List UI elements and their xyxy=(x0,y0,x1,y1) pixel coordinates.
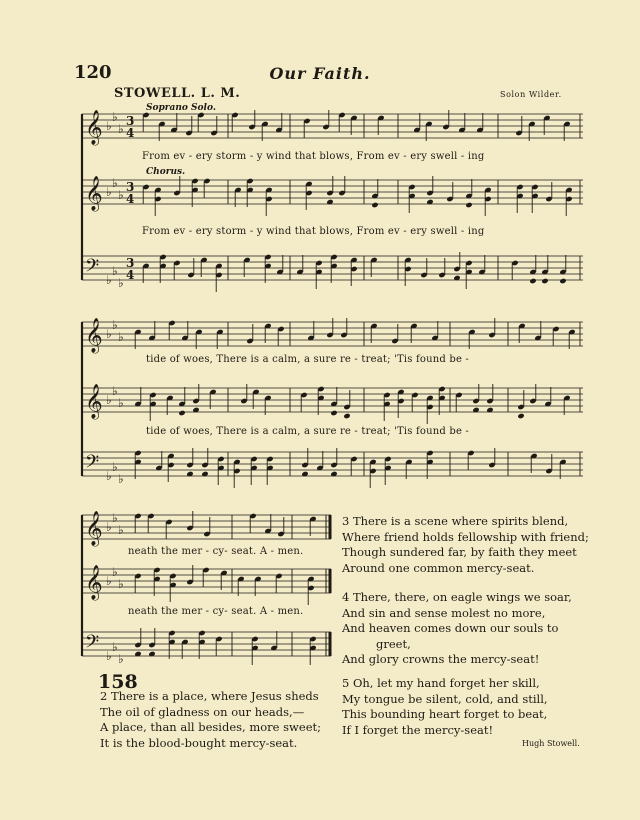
flat-icon: ♭ xyxy=(106,327,112,341)
flat-icon: ♭ xyxy=(106,185,112,199)
flat-icon: ♭ xyxy=(118,577,124,591)
verse-line: Though sundered far, by faith they meet xyxy=(342,545,577,559)
bass-clef-icon: 𝄢 xyxy=(85,256,100,281)
verse-line: 5 Oh, let my hand forget her skill, xyxy=(342,676,540,690)
flat-icon: ♭ xyxy=(118,652,124,666)
flat-icon: ♭ xyxy=(106,520,112,534)
notehead xyxy=(465,202,472,208)
time-signature-bottom: 4 xyxy=(126,192,135,206)
flat-icon: ♭ xyxy=(118,472,124,486)
treble-clef-icon: 𝄞 xyxy=(85,176,103,211)
flat-icon: ♭ xyxy=(118,523,124,537)
flat-icon: ♭ xyxy=(112,511,118,525)
flat-icon: ♭ xyxy=(112,176,118,190)
page-number: 120 xyxy=(74,62,112,83)
time-signature-top: 3 xyxy=(126,180,135,194)
notehead xyxy=(559,278,566,284)
lyric-system2-solo: tide of woes, There is a calm, a sure re - treat; 'Tis found be - xyxy=(146,354,470,365)
flat-icon: ♭ xyxy=(118,276,124,290)
flat-icon: ♭ xyxy=(106,273,112,287)
lyric-system2-chorus: tide of woes, There is a calm, a sure re - treat; 'Tis found be - xyxy=(146,426,470,437)
stanza-5 xyxy=(342,676,548,738)
verse-line: Where friend holds fellowship with friend; xyxy=(342,529,589,544)
flat-icon: ♭ xyxy=(106,574,112,588)
verse-line: 3 There is a scene where spirits blend, xyxy=(342,514,569,528)
verse-line: And heaven comes down our souls to xyxy=(342,621,559,635)
flat-icon: ♭ xyxy=(106,393,112,407)
stanza-4 xyxy=(342,590,572,668)
stanza-3 xyxy=(342,514,589,576)
treble-clef-icon: 𝄞 xyxy=(85,384,103,419)
notehead xyxy=(517,413,524,419)
verse-line: Around one common mercy-seat. xyxy=(342,560,535,575)
verse-line: It is the blood-bought mercy-seat. xyxy=(100,735,298,750)
flat-icon: ♭ xyxy=(112,460,118,474)
notehead xyxy=(330,410,337,416)
flat-icon: ♭ xyxy=(106,469,112,483)
flat-icon: ♭ xyxy=(118,188,124,202)
notehead xyxy=(371,202,378,208)
flat-icon: ♭ xyxy=(106,649,112,663)
verse-line: If I forget the mercy-seat! xyxy=(342,722,494,737)
time-signature-bottom: 4 xyxy=(126,268,135,282)
flat-icon: ♭ xyxy=(112,110,118,124)
hymn-author: Hugh Stowell. xyxy=(522,739,580,748)
flat-icon: ♭ xyxy=(112,565,118,579)
treble-clef-icon: 𝄞 xyxy=(85,511,103,546)
chorus-marking: Chorus. xyxy=(146,167,186,177)
treble-clef-icon: 𝄞 xyxy=(85,110,103,145)
bass-clef-icon: 𝄢 xyxy=(85,452,100,477)
notehead xyxy=(178,410,185,416)
flat-icon: ♭ xyxy=(112,640,118,654)
flat-icon: ♭ xyxy=(112,264,118,278)
time-signature-top: 3 xyxy=(126,256,135,270)
notehead xyxy=(529,278,536,284)
flat-icon: ♭ xyxy=(118,330,124,344)
treble-clef-icon: 𝄞 xyxy=(85,565,103,600)
verse-line: My tongue be silent, cold, and still, xyxy=(342,691,548,706)
lyric-system1-solo: From ev - ery storm - y wind that blows, From ev - ery swell - ing xyxy=(142,151,485,162)
tune-name: STOWELL. L. M. xyxy=(114,86,241,101)
flat-icon: ♭ xyxy=(112,318,118,332)
verse-line: A place, than all besides, more sweet; xyxy=(100,720,321,734)
composer-credit: Solon Wilder. xyxy=(500,90,562,99)
lyric-system1-chorus: From ev - ery storm - y wind that blows, From ev - ery swell - ing xyxy=(142,226,485,237)
lyric-system3-solo: neath the mer - cy- seat. A - men. xyxy=(128,546,304,557)
verse-line: And sin and sense molest no more, xyxy=(342,605,546,620)
verse-line: greet, xyxy=(376,636,411,651)
time-signature-top: 3 xyxy=(126,114,135,128)
soprano-solo-marking: Soprano Solo. xyxy=(146,103,216,113)
stanza-2 xyxy=(100,689,321,751)
flat-icon: ♭ xyxy=(118,122,124,136)
bass-clef-icon: 𝄢 xyxy=(85,632,100,657)
treble-clef-icon: 𝄞 xyxy=(85,318,103,353)
verse-line: 4 There, there, on eagle wings we soar, xyxy=(342,590,572,604)
notehead xyxy=(343,413,350,419)
flat-icon: ♭ xyxy=(112,384,118,398)
verse-line: The oil of gladness on our heads,— xyxy=(100,704,305,719)
time-signature-bottom: 4 xyxy=(126,126,135,140)
hymn-number: 158 xyxy=(98,671,138,693)
verse-line: 2 There is a place, where Jesus sheds xyxy=(100,689,319,703)
notehead xyxy=(541,278,548,284)
verse-line: This bounding heart forget to beat, xyxy=(342,707,548,721)
running-title: Our Faith. xyxy=(269,64,371,83)
lyric-system3-chorus: neath the mer - cy- seat. A - men. xyxy=(128,606,304,617)
flat-icon: ♭ xyxy=(118,396,124,410)
flat-icon: ♭ xyxy=(106,119,112,133)
verse-line: And glory crowns the mercy-seat! xyxy=(342,652,540,666)
